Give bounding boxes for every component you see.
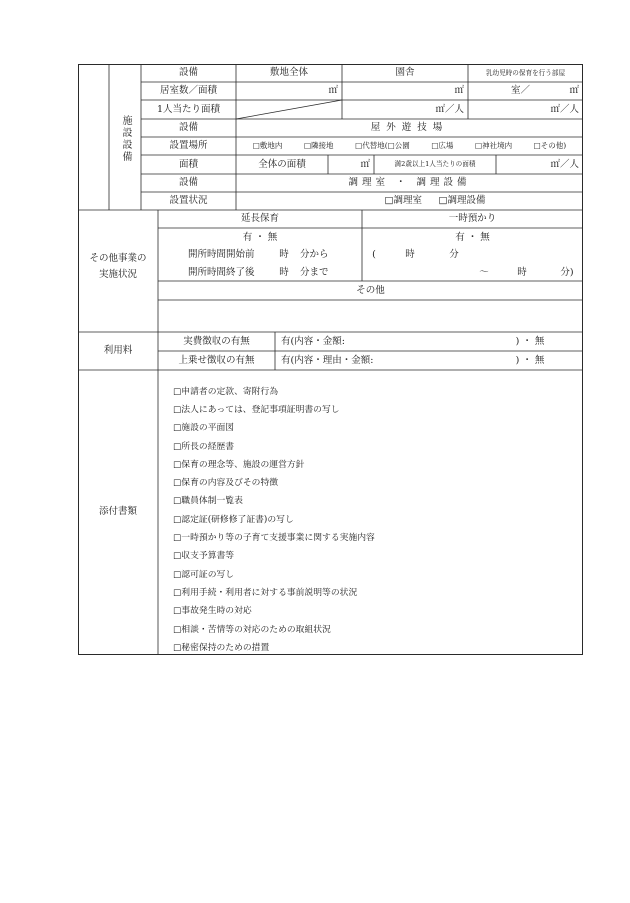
actual-cost-value[interactable]: 有(内容・金額: bbox=[281, 335, 345, 347]
attachments-list bbox=[173, 381, 375, 655]
kitchen-equipment-label: 設備 bbox=[178, 177, 198, 189]
other-title: その他 bbox=[356, 284, 385, 296]
outdoor-area-label: 面積 bbox=[178, 158, 198, 170]
attachment-item[interactable]: □施設の平面図 bbox=[173, 423, 235, 434]
facility-section-label: 施設設備 bbox=[120, 115, 131, 163]
temporary-care-title: 一時預かり bbox=[448, 213, 497, 225]
installation-status-label: 設置状況 bbox=[169, 195, 208, 207]
temporary-tilde: ～ bbox=[479, 266, 489, 278]
facility-equipment-label: 設備 bbox=[178, 67, 198, 79]
attachment-item[interactable]: □秘密保持のための措置 bbox=[173, 642, 270, 653]
kitchen-title: 調理室 ・ 調理設備 bbox=[348, 177, 471, 189]
extended-start-hour: 時 bbox=[279, 248, 289, 260]
extended-end-minute: 分まで bbox=[300, 266, 329, 278]
attachment-item[interactable]: □利用手続・利用者に対する事前説明等の状況 bbox=[173, 587, 358, 598]
attachment-item[interactable]: □認定証(研修修了証書)の写し bbox=[173, 514, 294, 525]
kitchen-equipment-option[interactable]: □調理設備 bbox=[438, 195, 486, 207]
attachment-item[interactable]: □一時預かり等の子育て支援事業に関する実施内容 bbox=[173, 533, 375, 544]
site-total-header: 敷地全体 bbox=[269, 67, 308, 79]
attachment-item[interactable]: □職員体制一覧表 bbox=[173, 496, 243, 507]
attachment-item[interactable]: □申請者の定款、寄附行為 bbox=[173, 386, 279, 397]
building-header: 園舎 bbox=[395, 67, 415, 79]
location-option-substitute-park[interactable]: □代替地(□公園 bbox=[355, 141, 410, 151]
attachment-item[interactable]: □相談・苦情等の対応のための取組状況 bbox=[173, 624, 331, 635]
room-count-area-label: 居室数／面積 bbox=[159, 85, 217, 97]
infant-room-count-unit: 室／ bbox=[510, 85, 530, 97]
extended-end-label: 開所時間終了後 bbox=[188, 266, 255, 278]
site-area-unit: ㎡ bbox=[328, 85, 338, 97]
extended-end-hour: 時 bbox=[279, 266, 289, 278]
location-option-shrine[interactable]: □神社境内 bbox=[474, 141, 513, 151]
infant-room-header: 乳幼児時の保育を行う部屋 bbox=[485, 68, 566, 77]
building-per-person-unit: ㎡／人 bbox=[435, 103, 464, 115]
outdoor-equipment-label: 設備 bbox=[178, 122, 198, 134]
actual-cost-none[interactable]: ) ・ 無 bbox=[515, 335, 545, 347]
attachments-label: 添付書類 bbox=[98, 506, 137, 518]
attachment-item[interactable]: □保育の内容及びその特徴 bbox=[173, 478, 279, 489]
infant-room-area-unit: ㎡ bbox=[569, 85, 579, 97]
temporary-care-yesno[interactable]: 有 ・ 無 bbox=[455, 231, 490, 243]
per-child-area-unit: ㎡／人 bbox=[550, 158, 579, 170]
outdoor-playground-title: 屋外遊技場 bbox=[370, 122, 449, 134]
attachment-item[interactable]: □法人にあっては、登記事項証明書の写し bbox=[173, 404, 340, 415]
kitchen-room-option[interactable]: □調理室 bbox=[384, 195, 422, 207]
location-option-other[interactable]: □その他) bbox=[533, 141, 567, 151]
temporary-open-paren: ( bbox=[372, 248, 376, 260]
other-services-label-line2: 実施状況 bbox=[98, 269, 137, 281]
surcharge-none[interactable]: ) ・ 無 bbox=[515, 354, 545, 366]
location-option-on-site[interactable]: □敷地内 bbox=[252, 141, 283, 151]
location-label: 設置場所 bbox=[169, 140, 208, 152]
fees-label: 利用料 bbox=[103, 345, 133, 357]
temporary-start-hour: 時 bbox=[405, 248, 415, 260]
total-area-label: 全体の面積 bbox=[258, 158, 306, 170]
attachment-item[interactable]: □保育の理念等、施設の運営方針 bbox=[173, 459, 305, 470]
temporary-start-minute: 分 bbox=[449, 248, 459, 260]
location-option-square[interactable]: □広場 bbox=[431, 141, 454, 151]
per-person-area-label: 1人当たり面積 bbox=[156, 103, 221, 115]
extended-start-minute: 分から bbox=[300, 248, 329, 260]
other-services-label-line1: その他事業の bbox=[89, 253, 147, 265]
extended-care-yesno[interactable]: 有 ・ 無 bbox=[242, 231, 278, 243]
infant-room-per-person-unit: ㎡／人 bbox=[550, 103, 579, 115]
actual-cost-label: 実費徴収の有無 bbox=[183, 335, 250, 347]
surcharge-value[interactable]: 有(内容・理由・金額: bbox=[281, 354, 374, 366]
surcharge-label: 上乗せ徴収の有無 bbox=[178, 354, 255, 366]
extended-start-label: 開所時間開始前 bbox=[188, 248, 255, 260]
attachment-item[interactable]: □所長の経歴書 bbox=[173, 441, 235, 452]
extended-care-title: 延長保育 bbox=[240, 213, 279, 225]
location-options bbox=[236, 137, 583, 155]
location-option-adjacent[interactable]: □隣接地 bbox=[303, 141, 334, 151]
attachment-item[interactable]: □認可証の写し bbox=[173, 569, 235, 580]
building-area-unit: ㎡ bbox=[454, 85, 464, 97]
attachment-item[interactable]: □収支予算書等 bbox=[173, 551, 235, 562]
other-input-area[interactable] bbox=[158, 300, 583, 332]
attachment-item[interactable]: □事故発生時の対応 bbox=[173, 606, 252, 617]
total-area-unit: ㎡ bbox=[360, 158, 370, 170]
temporary-end-minute: 分) bbox=[560, 266, 574, 278]
temporary-end-hour: 時 bbox=[517, 266, 527, 278]
per-child-area-label: 満2歳以上1人当たりの面積 bbox=[394, 160, 476, 169]
application-form-table bbox=[78, 64, 583, 655]
